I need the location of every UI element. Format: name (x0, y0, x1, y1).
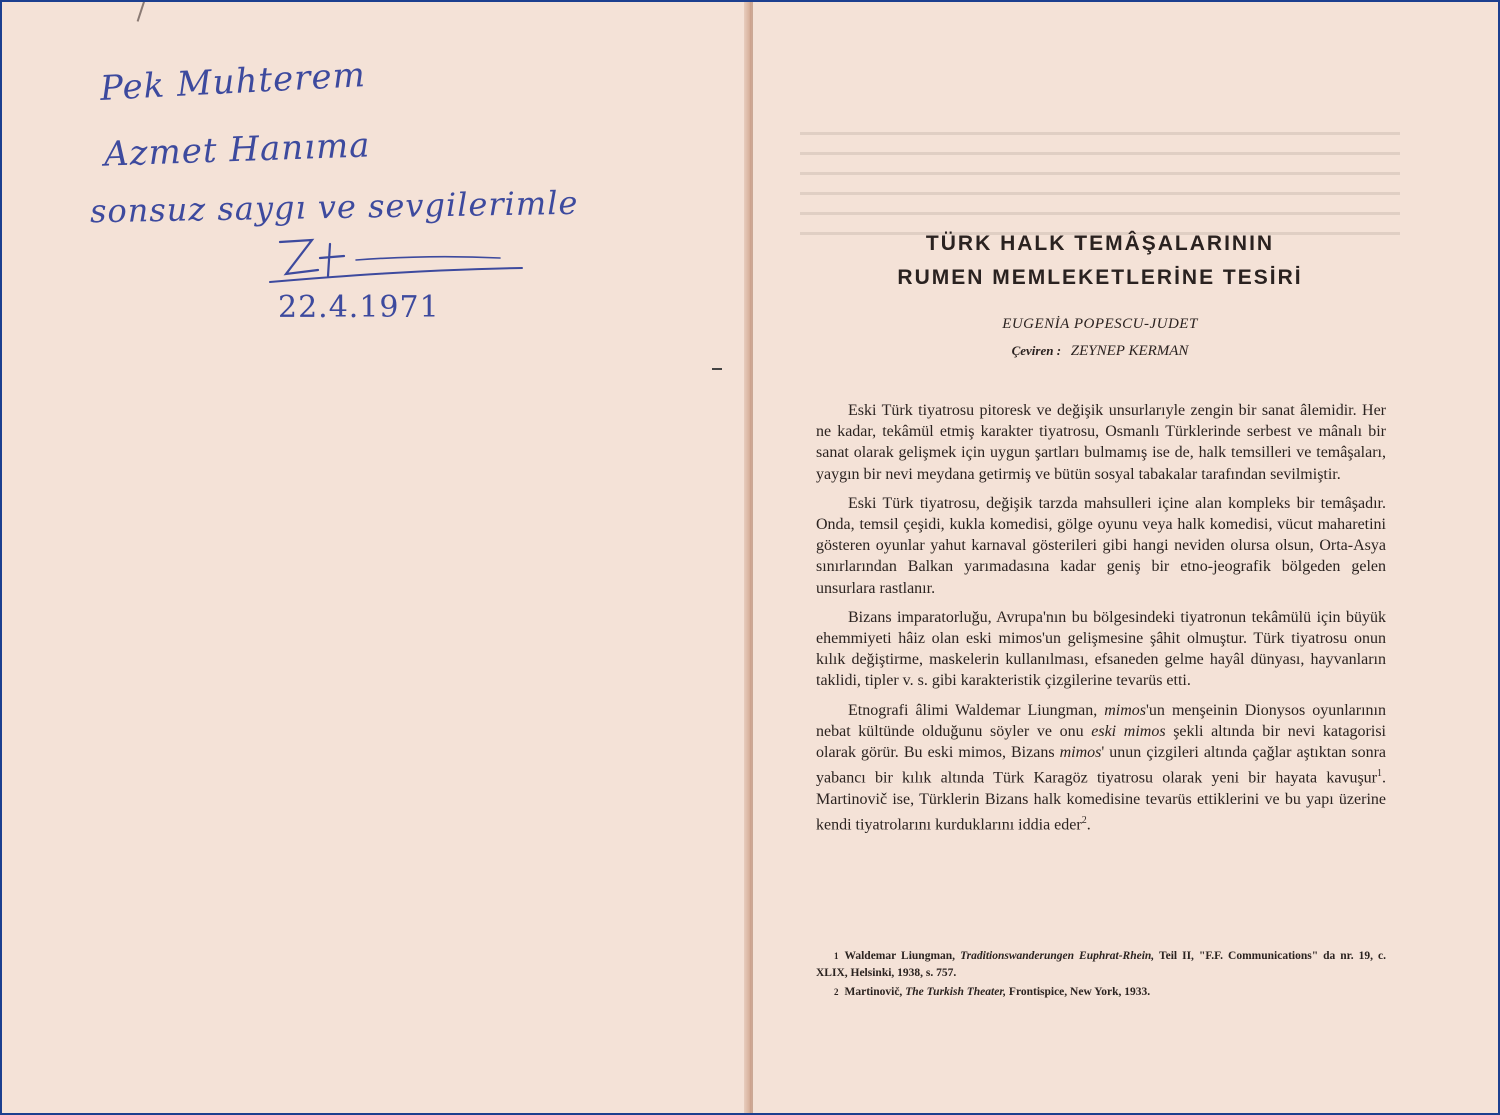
p4-italic-term: eski mimos (1091, 722, 1166, 740)
footnote-1 (816, 948, 1386, 982)
footnote-mark: 1 (834, 951, 839, 961)
p4-text: 'un menşeinin Dionysos oyunlarının nebat kültünde olduğunu söyler ve onu (816, 701, 1386, 740)
paragraph-4 (816, 700, 1386, 836)
dedication-line-1: Pek Muhterem (99, 55, 367, 109)
footnote-mark: 2 (834, 987, 839, 997)
footnote-ref-1: 1 (1377, 768, 1382, 780)
article-author: EUGENİA POPESCU-JUDET (1002, 316, 1198, 332)
p4-italic-term: mimos (1059, 744, 1102, 762)
p4-text: ' unun çizgileri altında çağlar aştıktan sonra yabancı bir kılık altında Türk Karagöz tiyatrosu olarak yeni bir hayata kavuşur (816, 744, 1386, 787)
p4-text: Etnografi âlimi Waldemar Liungman, (848, 701, 1105, 719)
signature (260, 230, 540, 290)
scan-border-left (0, 0, 2, 1115)
footnotes (816, 948, 1386, 1003)
dedication-line-2: Azmet Hanıma (103, 125, 372, 175)
footnote-text: Frontispice, New York, 1933. (1006, 986, 1151, 998)
show-through-text (800, 115, 1400, 285)
article-translator (790, 343, 1410, 360)
paragraph-1: Eski Türk tiyatrosu pitoresk ve değişik unsurlarıyle zengin bir sanat âlemidir. Her ne kadar, tekâmül etmiş karakter tiyatrosu, Osmanlı Türklerinde serbest ve mânalı bir sanat olarak gelişmek için uygun şartları bulmamış ise de, halk temsilleri ve temâşaları, yaygın bir nevi meydana getirmiş ve bütün sosyal tabakalar tarafından sevilmiştir. (816, 402, 1386, 483)
translator-label: Çeviren : (1011, 343, 1062, 358)
p4-text: . (1086, 816, 1091, 834)
article-body (816, 400, 1386, 844)
footnote-text: Waldemar Liungman, (844, 950, 961, 962)
left-page (0, 0, 748, 1115)
footnote-title: The Turkish Theater, (905, 986, 1007, 998)
translator-name: ZEYNEP KERMAN (1070, 343, 1189, 359)
footnote-text: Martinovič, (844, 986, 906, 998)
article-title-line-2: RUMEN MEMLEKETLERİNE TESİRİ (897, 266, 1303, 289)
p4-text: . Martinovič ise, Türklerin Bizans halk komedisine tevarüs ettiklerini ve bu yapı üzerine kendi tiyatrolarını kurduklarını iddia eder (816, 769, 1386, 834)
margin-dash (712, 368, 722, 370)
footnote-ref-2: 2 (1081, 814, 1087, 826)
footnote-text: Teil II, "F.F. Communications" da nr. 19, c. XLIX, Helsinki, 1938, s. 757. (816, 950, 1386, 979)
dedication-date: 22.4.1971 (278, 290, 440, 325)
scan-border-top (0, 0, 1500, 2)
paragraph-3: Bizans imparatorluğu, Avrupa'nın bu bölgesindeki tiyatronun tekâmülü için büyük ehemmiyeti hâiz olan eski mimos'un gelişmesine şâhit olmuştur. Türk tiyatrosu onun kılık değiştirme, maskelerin kullanılması, efsaneden gelme hayâl dünyası, hayvanların taklidi, tipler v. s. gibi karakteristik çizgilerine tevarüs etti. (816, 608, 1386, 690)
pencil-mark (137, 0, 146, 22)
p4-text: şekli altında bir nevi katagorisi olarak görür. Bu eski mimos, Bizans (816, 722, 1386, 762)
paragraph-2: Eski Türk tiyatrosu, değişik tarzda mahsulleri içine alan kompleks bir temâşadır. Onda, temsil çeşidi, kukla komedisi, gölge oyunu veya halk komedisi, vücut maharetini gösteren oyunlar yahut karnaval gösterileri gibi hangi neviden olursa olsun, Orta-Asya sınırlarından Balkan yarımadasına kadar geniş bir etno-jeografik bölgeden gelen unsurlara rastlanır. (816, 494, 1386, 597)
dedication-line-3: sonsuz saygı ve sevgilerimle (89, 183, 579, 231)
p4-italic-term: mimos (1104, 701, 1147, 719)
handwritten-dedication (90, 50, 610, 350)
footnote-title: Traditionswanderungen Euphrat-Rhein, (960, 950, 1155, 962)
footnote-2 (816, 984, 1386, 1001)
article-title-line-1: TÜRK HALK TEMÂŞALARININ (925, 232, 1275, 255)
